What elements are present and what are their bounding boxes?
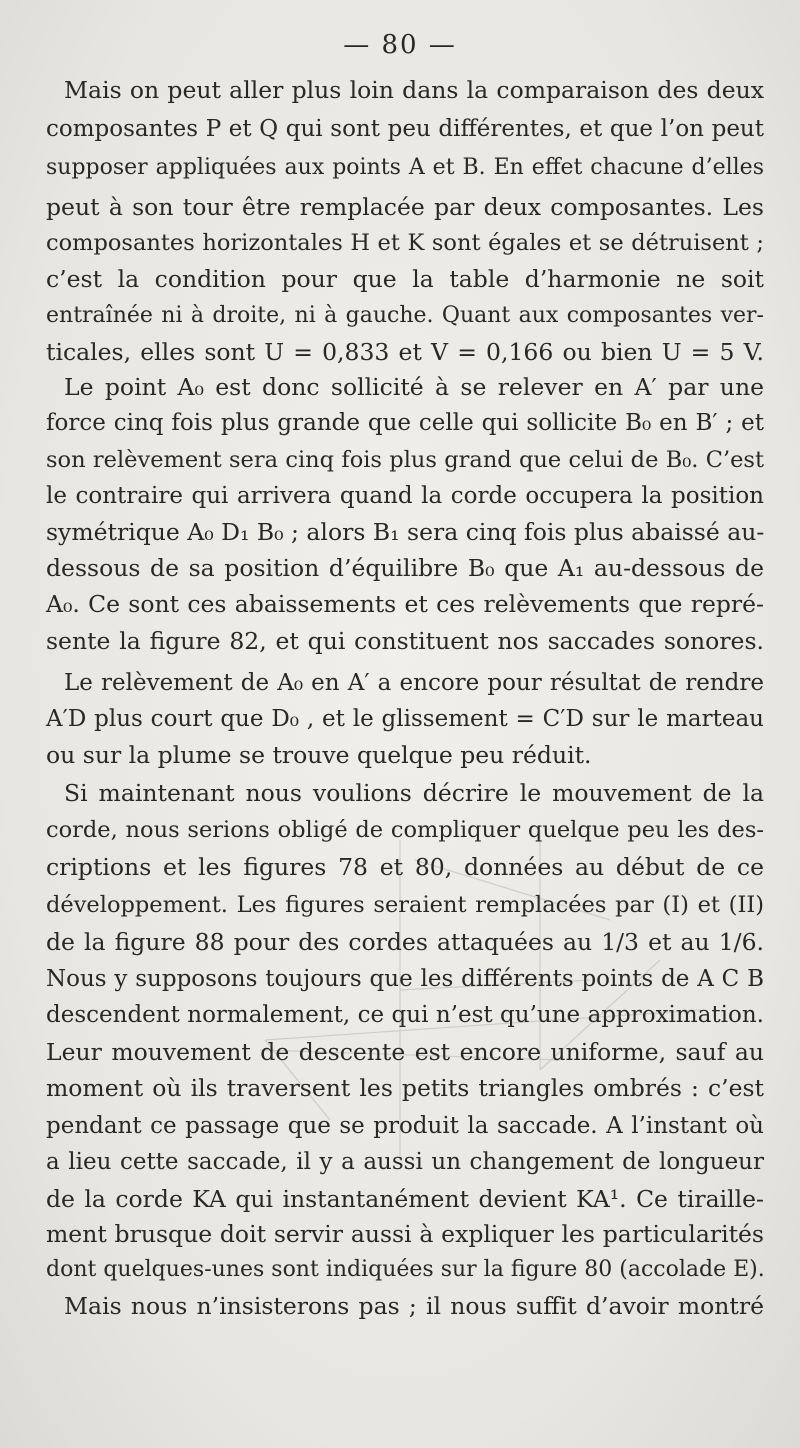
text-line: sente la figure 82, et qui constituent nos saccades sonores. [46,627,764,655]
text-line: pendant ce passage que se produit la saccade. A l’instant où [46,1113,764,1139]
text-line: A₀. Ce sont ces abaissements et ces relèvements que repré- [46,590,764,618]
text-line: son relèvement sera cinq fois plus grand que celui de B₀. C’est [46,447,764,473]
text-line: le contraire qui arrivera quand la corde occupera la position [46,483,764,509]
text-line: descendent normalement, ce qui n’est qu’une approximation. [46,1002,764,1028]
text-line: force cinq fois plus grande que celle qui sollicite B₀ en B′ ; et [46,410,764,436]
text-line: Le point A₀ est donc sollicité à se relever en A′ par une [64,373,764,401]
text-line: composantes P et Q qui sont peu différentes, et que l’on peut [46,116,764,142]
text-line: dont quelques-unes sont indiquées sur la figure 80 (accolade E). [46,1257,765,1282]
text-line: Si maintenant nous voulions décrire le mouvement de la [64,779,764,807]
text-line: ticales, elles sont U = 0,833 et V = 0,166 ou bien U = 5 V. [46,338,764,366]
text-line: supposer appliquées aux points A et B. En effet chacune d’elles [46,155,764,180]
text-line: Nous y supposons toujours que les différents points de A C B [46,966,764,992]
text-line: ment brusque doit servir aussi à expliquer les particularités [46,1220,764,1248]
text-line: moment où ils traversent les petits triangles ombrés : c’est [46,1074,764,1102]
text-line: Mais nous n’insisterons pas ; il nous suffit d’avoir montré [64,1292,764,1320]
text-line: composantes horizontales H et K sont égales et se détruisent ; [46,230,764,256]
text-line: développement. Les figures seraient remplacées par (I) et (II) [46,892,764,918]
text-line: dessous de sa position d’équilibre B₀ que A₁ au-dessous de [46,554,764,582]
text-line: A′D plus court que D₀ , et le glissement = C′D sur le marteau [46,706,764,732]
text-line: c’est la condition pour que la table d’harmonie ne soit [46,265,764,293]
text-line: ou sur la plume se trouve quelque peu réduit. [46,741,592,769]
text-line: symétrique A₀ D₁ B₀ ; alors B₁ sera cinq fois plus abaissé au- [46,518,765,546]
text-line: peut à son tour être remplacée par deux composantes. Les [46,193,764,221]
text-line: Mais on peut aller plus loin dans la comparaison des deux [64,76,764,104]
text-line: de la figure 88 pour des cordes attaquées au 1/3 et au 1/6. [46,928,764,956]
text-line: criptions et les figures 78 et 80, données au début de ce [46,853,764,881]
page-number: — 80 — [343,30,457,60]
text-line: de la corde KA qui instantanément devient KA¹. Ce tiraille- [46,1185,764,1213]
text-line: corde, nous serions obligé de compliquer quelque peu les des- [46,817,764,843]
text-line: Leur mouvement de descente est encore uniforme, sauf au [46,1038,764,1066]
text-line: Le relèvement de A₀ en A′ a encore pour résultat de rendre [64,670,764,696]
text-line: a lieu cette saccade, il y a aussi un changement de longueur [46,1149,764,1175]
text-line: entraînée ni à droite, ni à gauche. Quant aux composantes ver- [46,303,764,328]
